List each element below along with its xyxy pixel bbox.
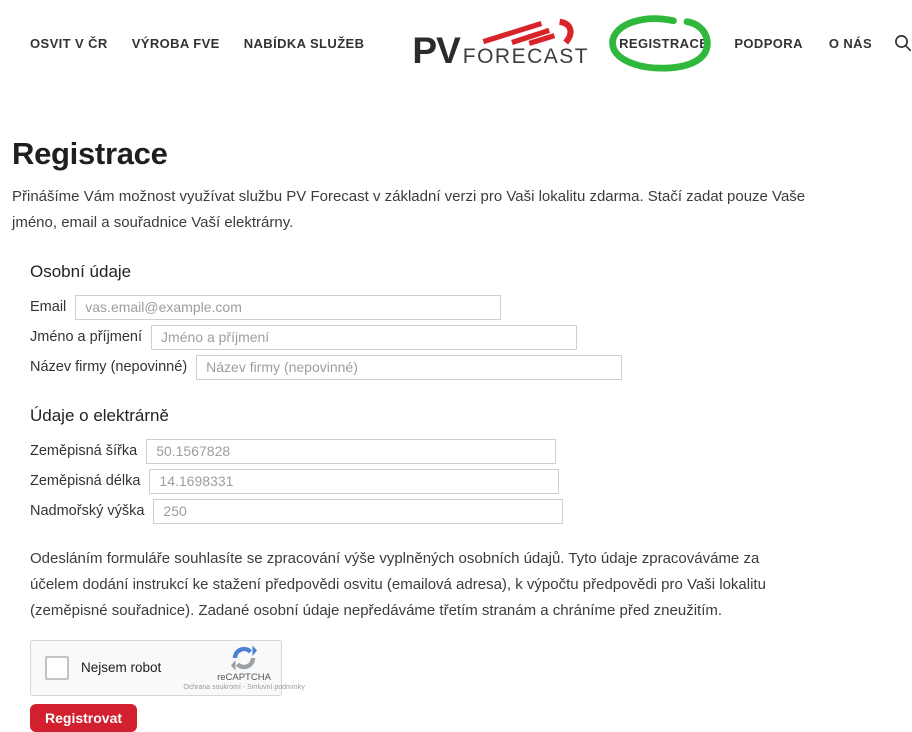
name-field[interactable] [151, 325, 577, 350]
plant-section-title: Údaje o elektrárně [30, 405, 169, 425]
nav-item-vyroba-fve[interactable]: VÝROBA FVE [131, 35, 220, 51]
company-label: Název firmy (nepovinné) [30, 359, 188, 376]
personal-section-title: Osobní údaje [30, 261, 132, 281]
latitude-row [12, 439, 813, 464]
register-button[interactable]: Registrovat [30, 704, 137, 732]
latitude-label: Zeměpisná šířka [30, 443, 138, 460]
intro-paragraph: Přinášíme Vám možnost využívat službu PV Forecast v základní verzi pro Vaši lokalitu zdarma. Stačí zadat pouze Vaše jméno, email a souřadnice Vaší elektrárny. [12, 188, 806, 231]
recaptcha-checkbox[interactable] [45, 656, 69, 680]
registration-form [12, 262, 813, 732]
altitude-field[interactable] [153, 499, 563, 524]
company-field[interactable] [196, 355, 622, 380]
registration-page [0, 136, 825, 732]
search-icon [894, 34, 912, 52]
nav-item-osvit-v-cr[interactable]: OSVIT V ČR [30, 35, 108, 51]
name-row [12, 325, 813, 350]
page-title: Registrace [12, 136, 168, 171]
search-button[interactable] [894, 34, 912, 52]
logo-forecast-text: FORECAST [462, 44, 590, 68]
nav-item-registrace[interactable] [619, 36, 708, 51]
recaptcha-label: Nejsem robot [81, 660, 162, 676]
recaptcha-widget [30, 640, 305, 696]
nav-right [589, 34, 912, 52]
longitude-row [12, 469, 813, 494]
nav-item-o-nas[interactable]: O NÁS [828, 35, 873, 51]
pv-forecast-logo[interactable] [412, 20, 590, 72]
recaptcha-icon [231, 645, 257, 671]
nav-item-podpora[interactable]: PODPORA [734, 35, 803, 51]
email-label: Email [30, 299, 67, 316]
nav-item-registrace-label: REGISTRACE [619, 35, 709, 51]
altitude-row [12, 499, 813, 524]
logo-pv-text: PV [412, 30, 460, 72]
nav-item-nabidka-sluzeb[interactable]: NABÍDKA SLUŽEB [243, 35, 365, 51]
longitude-label: Zeměpisná délka [30, 473, 141, 490]
name-label: Jméno a příjmení [30, 329, 143, 346]
recaptcha-privacy-terms-links[interactable]: Ochrana soukromí - Smluvní podmínky [183, 683, 305, 691]
email-row [12, 295, 813, 320]
nav-left [30, 36, 388, 51]
latitude-field[interactable] [146, 439, 556, 464]
email-field[interactable] [75, 295, 501, 320]
recaptcha-brand-text: reCAPTCHA [217, 671, 271, 683]
top-navigation [0, 0, 873, 78]
longitude-field[interactable] [149, 469, 559, 494]
sun-rays-icon [475, 20, 587, 46]
altitude-label: Nadmořský výška [30, 503, 145, 520]
company-row [12, 355, 813, 380]
consent-paragraph: Odesláním formuláře souhlasíte se zpracování výše vyplněných osobních údajů. Tyto údaje zpracováváme za účelem dodání instrukcí ke stažení předpovědi osvitu (emailová adresa), k výpočtu předpovědi pro Vaši lokalitu (zeměpisné souřadnice). Zadané osobní údaje nepředáváme třetím stranám a chráníme před zneužitím. [30, 549, 766, 619]
